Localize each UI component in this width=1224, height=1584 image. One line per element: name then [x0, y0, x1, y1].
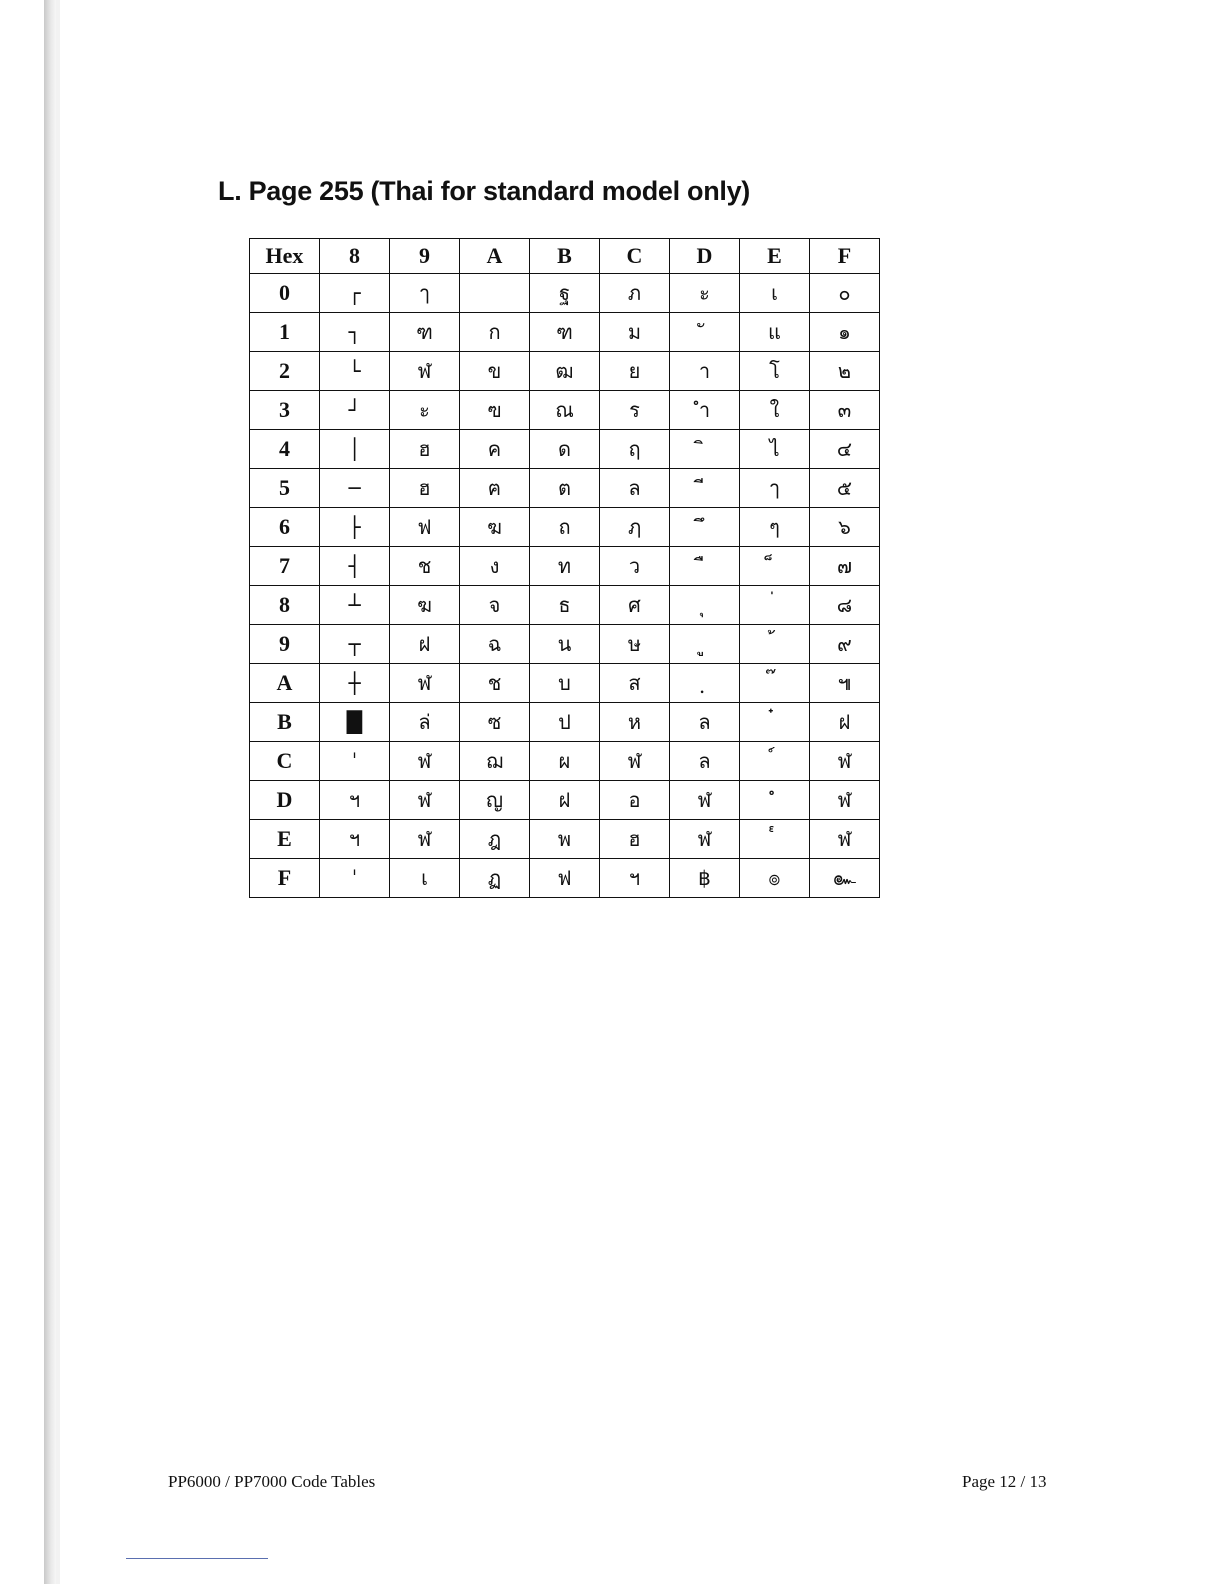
- table-row: [250, 313, 880, 352]
- code-cell: จ: [460, 586, 530, 625]
- code-cell: ๘: [810, 586, 880, 625]
- code-cell: ว: [600, 547, 670, 586]
- code-cell: ฬ: [810, 742, 880, 781]
- table-row: [250, 859, 880, 898]
- code-cell: ฬ: [600, 742, 670, 781]
- column-header: 9: [390, 239, 460, 274]
- table-row: [250, 547, 880, 586]
- code-cell: [670, 586, 740, 625]
- code-cell: ฮ: [390, 469, 460, 508]
- code-cell: ๆ: [740, 508, 810, 547]
- code-cell: ฮ: [600, 820, 670, 859]
- row-header: 9: [250, 625, 320, 664]
- code-cell: ต: [530, 469, 600, 508]
- code-cell: ฮ: [390, 430, 460, 469]
- code-cell: อ: [600, 781, 670, 820]
- code-cell: ล: [670, 703, 740, 742]
- table-row: [250, 703, 880, 742]
- code-cell: ๖: [810, 508, 880, 547]
- code-cell: ๔: [810, 430, 880, 469]
- code-cell: ฬ: [390, 820, 460, 859]
- section-heading: L. Page 255 (Thai for standard model only): [218, 176, 751, 206]
- row-header: 4: [250, 430, 320, 469]
- row-header: 3: [250, 391, 320, 430]
- table-row: [250, 274, 880, 313]
- code-cell: [740, 625, 810, 664]
- code-cell: ๓: [810, 391, 880, 430]
- footer-document-title: PP6000 / PP7000 Code Tables: [168, 1472, 376, 1491]
- code-cell: ค: [460, 430, 530, 469]
- code-cell: ข: [460, 352, 530, 391]
- table-row: [250, 742, 880, 781]
- row-header: E: [250, 820, 320, 859]
- code-cell: │: [320, 430, 390, 469]
- code-cell: [740, 703, 810, 742]
- code-cell: [670, 469, 740, 508]
- code-cell: [460, 274, 530, 313]
- code-cell: ณ: [530, 391, 600, 430]
- code-cell: [670, 664, 740, 703]
- code-cell: ๚: [810, 664, 880, 703]
- code-cell: ล: [600, 469, 670, 508]
- table-row: [250, 352, 880, 391]
- table-row: [250, 781, 880, 820]
- code-cell: [670, 625, 740, 664]
- code-cell: ศ: [600, 586, 670, 625]
- code-cell: [740, 820, 810, 859]
- code-cell: ฎ: [460, 820, 530, 859]
- table-header-row: [250, 239, 880, 274]
- code-cell: พ: [530, 820, 600, 859]
- code-cell: ร: [600, 391, 670, 430]
- code-cell: ถ: [530, 508, 600, 547]
- code-cell: ฬ: [390, 781, 460, 820]
- code-cell: โ: [740, 352, 810, 391]
- code-cell: [740, 586, 810, 625]
- code-cell: ┼: [320, 664, 390, 703]
- code-cell: ล่: [390, 703, 460, 742]
- code-cell: ญ: [460, 781, 530, 820]
- code-cell: ก: [460, 313, 530, 352]
- code-cell: ฌ: [460, 742, 530, 781]
- code-cell: ฝ: [390, 625, 460, 664]
- column-header: D: [670, 239, 740, 274]
- table-row: [250, 469, 880, 508]
- code-cell: [740, 664, 810, 703]
- code-cell: ๒: [810, 352, 880, 391]
- scan-edge-highlight: [56, 0, 60, 1584]
- row-header: C: [250, 742, 320, 781]
- code-cell: ฬ: [390, 742, 460, 781]
- footer-page-number: Page 12 / 13: [962, 1472, 1047, 1491]
- code-cell: ฟ: [390, 508, 460, 547]
- code-cell: ฟ: [530, 859, 600, 898]
- code-cell: ฬ: [390, 664, 460, 703]
- code-cell: ๅ: [740, 469, 810, 508]
- code-cell: ┴: [320, 586, 390, 625]
- row-header: F: [250, 859, 320, 898]
- code-cell: ฃ: [460, 391, 530, 430]
- code-cell: ฬ: [810, 781, 880, 820]
- code-cell: [670, 508, 740, 547]
- code-cell: ฬ: [810, 820, 880, 859]
- code-cell: ฉ: [460, 625, 530, 664]
- code-cell: ฑ: [530, 313, 600, 352]
- code-cell: ฬ: [670, 820, 740, 859]
- code-cell: ๕: [810, 469, 880, 508]
- code-cell: ม: [600, 313, 670, 352]
- code-cell: [670, 430, 740, 469]
- code-cell: ใ: [740, 391, 810, 430]
- code-cell: █: [320, 703, 390, 742]
- scan-edge-shadow: [44, 0, 56, 1584]
- column-header: F: [810, 239, 880, 274]
- column-header: A: [460, 239, 530, 274]
- code-cell: ๛: [810, 859, 880, 898]
- code-cell: ช: [390, 547, 460, 586]
- code-cell: ช: [460, 664, 530, 703]
- code-table: [249, 238, 880, 898]
- code-cell: แ: [740, 313, 810, 352]
- code-cell: ท: [530, 547, 600, 586]
- row-header: A: [250, 664, 320, 703]
- table-row: [250, 586, 880, 625]
- code-cell: ๐: [810, 274, 880, 313]
- code-cell: ซ: [460, 703, 530, 742]
- code-cell: ะ: [670, 274, 740, 313]
- row-header: 1: [250, 313, 320, 352]
- code-cell: ส: [600, 664, 670, 703]
- code-cell: ฿: [670, 859, 740, 898]
- code-cell: ˈ: [320, 859, 390, 898]
- code-cell: ด: [530, 430, 600, 469]
- row-header: 7: [250, 547, 320, 586]
- table-body: [250, 274, 880, 898]
- column-header: 8: [320, 239, 390, 274]
- code-cell: ๅ: [390, 274, 460, 313]
- row-header: B: [250, 703, 320, 742]
- code-cell: ำ: [670, 391, 740, 430]
- code-cell: ย: [600, 352, 670, 391]
- code-cell: ฅ: [460, 469, 530, 508]
- code-cell: ๗: [810, 547, 880, 586]
- code-cell: บ: [530, 664, 600, 703]
- table-row: [250, 625, 880, 664]
- code-cell: ๑: [810, 313, 880, 352]
- code-cell: ๙: [810, 625, 880, 664]
- code-cell: [740, 547, 810, 586]
- column-header: B: [530, 239, 600, 274]
- code-cell: ง: [460, 547, 530, 586]
- column-header: C: [600, 239, 670, 274]
- code-cell: ไ: [740, 430, 810, 469]
- code-cell: ธ: [530, 586, 600, 625]
- code-cell: ฝ: [530, 781, 600, 820]
- code-cell: ฝ: [810, 703, 880, 742]
- code-cell: ┌: [320, 274, 390, 313]
- code-cell: ผ: [530, 742, 600, 781]
- row-header: D: [250, 781, 320, 820]
- row-header: 2: [250, 352, 320, 391]
- code-cell: า: [670, 352, 740, 391]
- code-cell: ฒ: [530, 352, 600, 391]
- code-cell: ฏ: [460, 859, 530, 898]
- code-cell: เ: [740, 274, 810, 313]
- row-header: 0: [250, 274, 320, 313]
- code-cell: ภ: [600, 274, 670, 313]
- code-cell: ๏: [740, 859, 810, 898]
- code-cell: ฦ: [600, 508, 670, 547]
- column-header: Hex: [250, 239, 320, 274]
- table-row: [250, 664, 880, 703]
- code-cell: ล: [670, 742, 740, 781]
- code-cell: ┤: [320, 547, 390, 586]
- code-cell: [670, 547, 740, 586]
- code-cell: เ: [390, 859, 460, 898]
- table-row: [250, 430, 880, 469]
- code-cell: ฯ: [320, 820, 390, 859]
- code-cell: ฆ: [390, 586, 460, 625]
- code-cell: น: [530, 625, 600, 664]
- code-cell: ฬ: [670, 781, 740, 820]
- code-cell: ป: [530, 703, 600, 742]
- code-cell: ─: [320, 469, 390, 508]
- code-cell: ├: [320, 508, 390, 547]
- code-cell: ┐: [320, 313, 390, 352]
- row-header: 8: [250, 586, 320, 625]
- code-cell: ฯ: [600, 859, 670, 898]
- code-cell: [740, 781, 810, 820]
- row-header: 5: [250, 469, 320, 508]
- code-cell: └: [320, 352, 390, 391]
- table-row: [250, 391, 880, 430]
- code-cell: ษ: [600, 625, 670, 664]
- code-cell: ห: [600, 703, 670, 742]
- column-header: E: [740, 239, 810, 274]
- code-cell: ฑ: [390, 313, 460, 352]
- code-cell: ┬: [320, 625, 390, 664]
- code-cell: ฯ: [320, 781, 390, 820]
- code-cell: ฬ: [390, 352, 460, 391]
- code-cell: [740, 742, 810, 781]
- code-cell: ┘: [320, 391, 390, 430]
- code-cell: ˈ: [320, 742, 390, 781]
- row-header: 6: [250, 508, 320, 547]
- code-cell: [670, 313, 740, 352]
- code-cell: ฐ: [530, 274, 600, 313]
- table-row: [250, 508, 880, 547]
- scan-mark-line: [126, 1558, 268, 1559]
- code-cell: ะ: [390, 391, 460, 430]
- code-cell: ฤ: [600, 430, 670, 469]
- code-cell: ฆ: [460, 508, 530, 547]
- table-row: [250, 820, 880, 859]
